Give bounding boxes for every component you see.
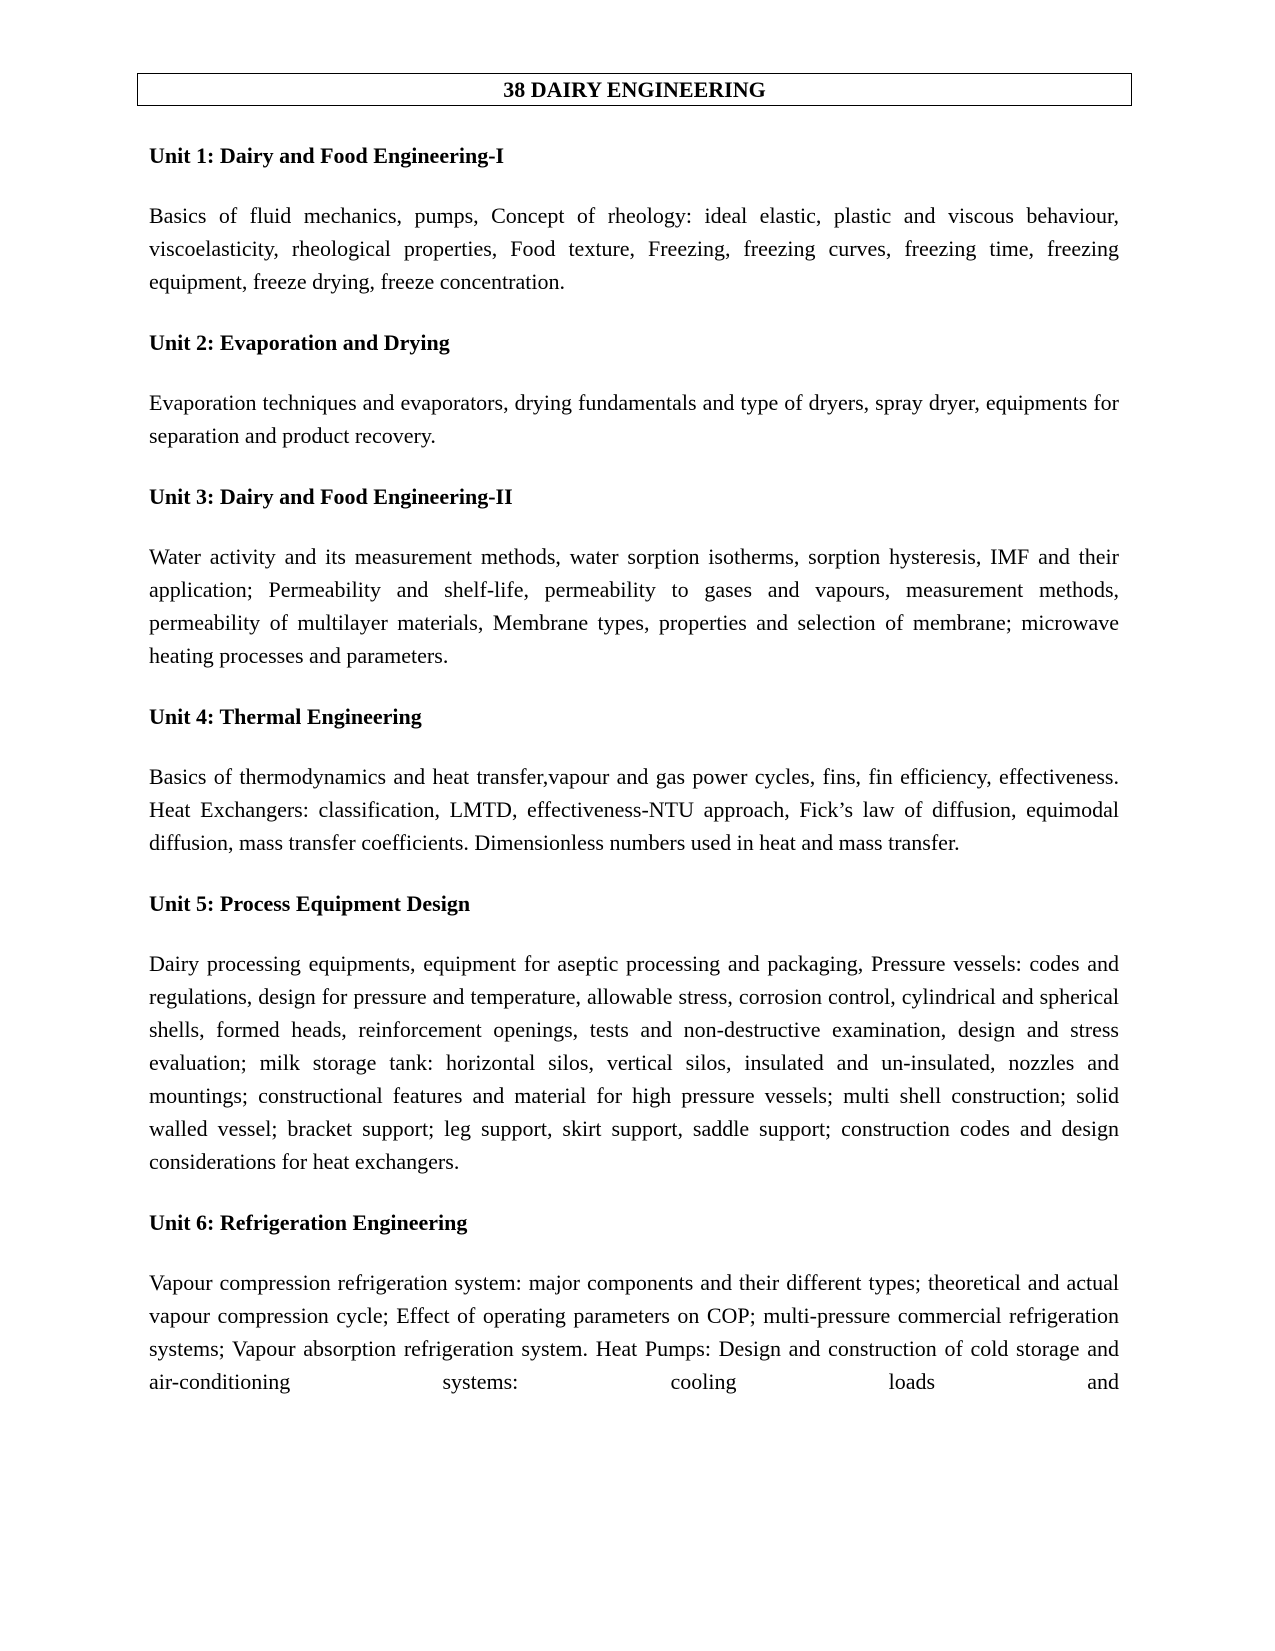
document-title: 38 DAIRY ENGINEERING [137,73,1132,106]
unit-2-section [149,326,1119,452]
unit-6-heading: Unit 6: Refrigeration Engineering [149,1210,468,1235]
unit-3-body: Water activity and its measurement methods, water sorption isotherms, sorption hysteresis, IMF and their application; Permeability and shelf-life, permeability to gases and vapours, measurement methods, permeability of multilayer materials, Membrane types, properties and selection of membrane; microwave heating processes and parameters. [149,544,1119,668]
unit-5-section [149,887,1119,1178]
unit-6-body: Vapour compression refrigeration system: major components and their different types; theoretical and actual vapour compression cycle; Effect of operating parameters on COP; multi-pressure commercial refrigeration systems; Vapour absorption refrigeration system. Heat Pumps: Design and construction of cold storage and air-conditioning systems: cooling loads and [149,1270,1119,1394]
unit-2-heading: Unit 2: Evaporation and Drying [149,330,450,355]
unit-4-section [149,700,1119,859]
unit-3-section [149,480,1119,672]
unit-6-section [149,1206,1119,1398]
unit-4-heading: Unit 4: Thermal Engineering [149,704,422,729]
unit-1-body: Basics of fluid mechanics, pumps, Concept of rheology: ideal elastic, plastic and viscous behaviour, viscoelasticity, rheological properties, Food texture, Freezing, freezing curves, freezing time, freezing equipment, freeze drying, freeze concentration. [149,203,1119,294]
unit-3-heading: Unit 3: Dairy and Food Engineering-II [149,484,513,509]
unit-1-section [149,139,1119,298]
unit-5-heading: Unit 5: Process Equipment Design [149,891,471,916]
unit-2-body: Evaporation techniques and evaporators, drying fundamentals and type of dryers, spray dryer, equipments for separation and product recovery. [149,390,1119,448]
unit-5-body: Dairy processing equipments, equipment for aseptic processing and packaging, Pressure vessels: codes and regulations, design for pressure and temperature, allowable stress, corrosion control, cylindrical and spherical shells, formed heads, reinforcement openings, tests and non-destructive examination, design and stress evaluation; milk storage tank: horizontal silos, vertical silos, insulated and un-insulated, nozzles and mountings; constructional features and material for high pressure vessels; multi shell construction; solid walled vessel; bracket support; leg support, skirt support, saddle support; construction codes and design considerations for heat exchangers. [149,951,1119,1174]
unit-1-heading: Unit 1: Dairy and Food Engineering-I [149,143,505,168]
unit-4-body: Basics of thermodynamics and heat transfer,vapour and gas power cycles, fins, fin efficiency, effectiveness. Heat Exchangers: classification, LMTD, effectiveness-NTU approach, Fick’s law of diffusion, equimodal diffusion, mass transfer coefficients. Dimensionless numbers used in heat and mass transfer. [149,764,1119,855]
document-content [149,139,1119,1426]
